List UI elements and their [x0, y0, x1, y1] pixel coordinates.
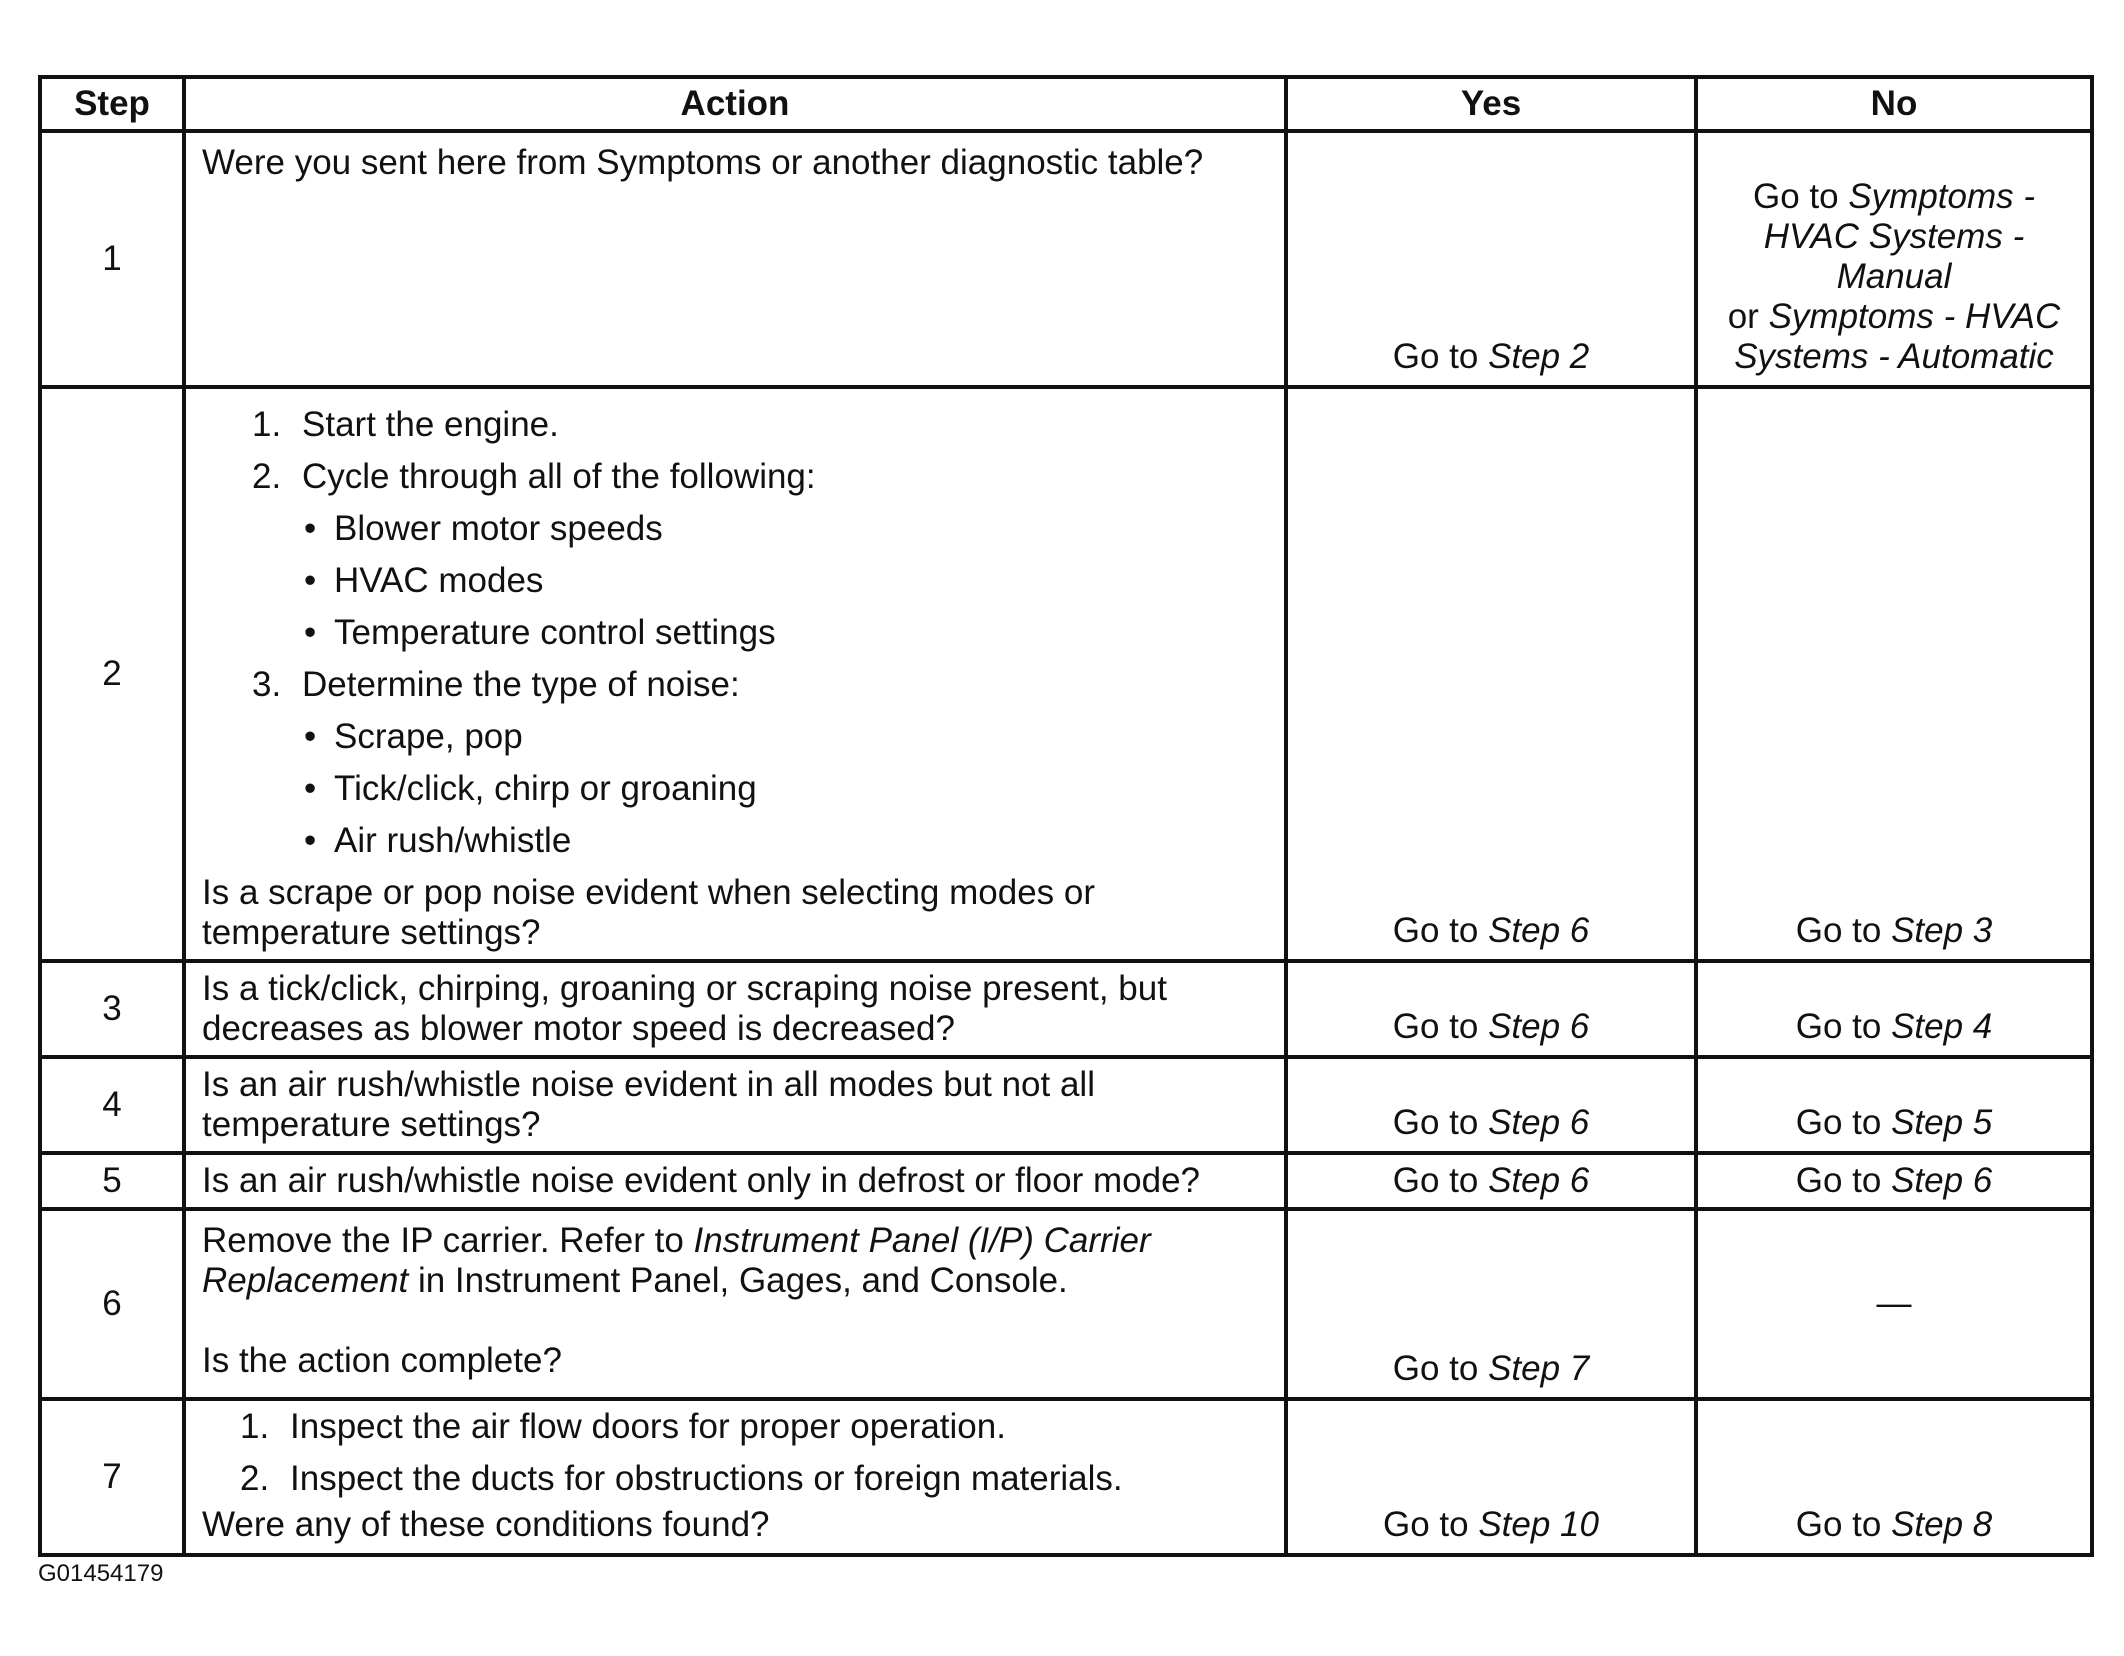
numbered-item — [202, 1401, 1268, 1453]
item-text: Inspect the ducts for obstructions or foreign materials. — [290, 1459, 1123, 1498]
action-cell — [184, 131, 1286, 387]
bullet-glyph: • — [304, 717, 317, 756]
no-target: Step 4 — [1891, 1007, 1993, 1046]
action-text-line — [202, 1261, 1268, 1301]
action-question: Is the action complete? — [202, 1341, 562, 1380]
action-question: Were you sent here from Symptoms or another diagnostic table? — [202, 143, 1204, 182]
no-prefix: Go to — [1795, 1007, 1892, 1046]
yes-target: Step 6 — [1488, 1161, 1590, 1200]
action-question: Is an air rush/whistle noise evident only in defrost or floor mode? — [202, 1161, 1201, 1200]
figure-id: G01454179 — [38, 1560, 164, 1587]
no-line — [1702, 217, 2086, 257]
header-row — [40, 77, 2092, 131]
step-number: 1 — [40, 131, 184, 387]
bullet-glyph: • — [304, 613, 317, 652]
table-row-step-5 — [40, 1153, 2092, 1209]
table-row-step-1 — [40, 131, 2092, 387]
yes-cell — [1286, 1399, 1696, 1555]
action-question-line: Is a tick/click, chirping, groaning or scraping noise present, but — [202, 969, 1167, 1008]
yes-prefix: Go to — [1392, 1103, 1489, 1142]
yes-target: Step 6 — [1488, 1007, 1590, 1046]
yes-cell — [1286, 1209, 1696, 1399]
header-action: Action — [184, 77, 1286, 131]
yes-prefix: Go to — [1392, 1161, 1489, 1200]
header-yes: Yes — [1286, 77, 1696, 131]
action-question-line: Is a scrape or pop noise evident when selecting modes or — [202, 873, 1096, 912]
action-question: Were any of these conditions found? — [202, 1505, 770, 1544]
item-text: Inspect the air flow doors for proper operation. — [290, 1407, 1006, 1446]
no-line-prefix: or — [1727, 297, 1769, 336]
action-question-line: Is an air rush/whistle noise evident in all modes but not all — [202, 1065, 1095, 1104]
no-line — [1702, 297, 2086, 337]
item-number: 2. — [252, 457, 282, 496]
yes-prefix: Go to — [1392, 1007, 1489, 1046]
yes-cell — [1286, 1057, 1696, 1153]
action-question-line: decreases as blower motor speed is decreased? — [202, 1009, 955, 1048]
numbered-item — [202, 399, 1268, 451]
reference-title: Replacement — [202, 1261, 409, 1300]
no-target: Step 5 — [1891, 1103, 1993, 1142]
yes-target: Step 7 — [1488, 1349, 1590, 1388]
bullet-item — [202, 607, 1268, 659]
item-number: 3. — [252, 665, 282, 704]
action-text: Remove the IP carrier. Refer to — [202, 1221, 694, 1260]
item-number: 1. — [252, 405, 282, 444]
action-cell — [184, 1209, 1286, 1399]
no-line — [1702, 177, 2086, 217]
no-cell — [1696, 1209, 2092, 1399]
action-cell — [184, 387, 1286, 961]
item-text: HVAC modes — [334, 561, 544, 600]
header-no: No — [1696, 77, 2092, 131]
yes-cell — [1286, 387, 1696, 961]
yes-prefix: Go to — [1392, 911, 1489, 950]
yes-prefix: Go to — [1392, 337, 1489, 376]
step-number: 3 — [40, 961, 184, 1057]
bullet-glyph: • — [304, 769, 317, 808]
step-number: 6 — [40, 1209, 184, 1399]
no-line — [1702, 257, 2086, 297]
item-text: Scrape, pop — [334, 717, 523, 756]
no-line-target: Symptoms - HVAC — [1768, 297, 2061, 336]
no-cell — [1696, 961, 2092, 1057]
yes-prefix: Go to — [1383, 1505, 1479, 1544]
table-row-step-3 — [40, 961, 2092, 1057]
no-dash: — — [1876, 1284, 1912, 1323]
numbered-item — [202, 659, 1268, 711]
yes-cell — [1286, 1153, 1696, 1209]
yes-target: Step 10 — [1478, 1505, 1599, 1544]
table-row-step-6 — [40, 1209, 2092, 1399]
numbered-item — [202, 1453, 1268, 1505]
bullet-glyph: • — [304, 821, 317, 860]
reference-title: Instrument Panel (I/P) Carrier — [693, 1221, 1151, 1260]
no-cell — [1696, 1057, 2092, 1153]
yes-cell — [1286, 961, 1696, 1057]
item-text: Cycle through all of the following: — [302, 457, 816, 496]
item-text: Blower motor speeds — [334, 509, 663, 548]
no-line — [1702, 337, 2086, 377]
bullet-glyph: • — [304, 509, 317, 548]
no-target: Step 6 — [1891, 1161, 1993, 1200]
yes-target: Step 6 — [1488, 911, 1590, 950]
item-text: Air rush/whistle — [334, 821, 572, 860]
spacer — [202, 1301, 1268, 1341]
item-text: Start the engine. — [302, 405, 559, 444]
action-text-line — [202, 1221, 1268, 1261]
bullet-item — [202, 711, 1268, 763]
action-cell — [184, 1399, 1286, 1555]
no-cell — [1696, 131, 2092, 387]
no-prefix: Go to — [1795, 1161, 1892, 1200]
bullet-item — [202, 555, 1268, 607]
no-line-target: Systems - Automatic — [1734, 337, 2054, 376]
no-prefix: Go to — [1795, 1103, 1892, 1142]
item-number: 1. — [240, 1407, 270, 1446]
step-number: 4 — [40, 1057, 184, 1153]
no-line-target: HVAC Systems - — [1763, 217, 2025, 256]
action-text: in Instrument Panel, Gages, and Console. — [408, 1261, 1068, 1300]
numbered-item — [202, 451, 1268, 503]
yes-cell — [1286, 131, 1696, 387]
no-prefix: Go to — [1795, 911, 1892, 950]
action-cell — [184, 1057, 1286, 1153]
no-cell — [1696, 1153, 2092, 1209]
diagnostic-table — [38, 75, 2094, 1557]
no-line-target: Manual — [1836, 257, 1952, 296]
item-text: Determine the type of noise: — [302, 665, 740, 704]
action-cell — [184, 961, 1286, 1057]
table-row-step-4 — [40, 1057, 2092, 1153]
no-target: Step 8 — [1891, 1505, 1993, 1544]
action-cell — [184, 1153, 1286, 1209]
no-line-prefix: Go to — [1752, 177, 1849, 216]
bullet-item — [202, 503, 1268, 555]
table-row-step-7 — [40, 1399, 2092, 1555]
no-line-target: Symptoms - — [1848, 177, 2036, 216]
item-text: Tick/click, chirp or groaning — [334, 769, 757, 808]
action-question-line: temperature settings? — [202, 1105, 541, 1144]
bullet-item — [202, 763, 1268, 815]
yes-target: Step 6 — [1488, 1103, 1590, 1142]
table-row-step-2 — [40, 387, 2092, 961]
item-text: Temperature control settings — [334, 613, 776, 652]
yes-prefix: Go to — [1392, 1349, 1489, 1388]
no-cell — [1696, 1399, 2092, 1555]
no-cell — [1696, 387, 2092, 961]
step-number: 5 — [40, 1153, 184, 1209]
step-number: 7 — [40, 1399, 184, 1555]
bullet-item — [202, 815, 1268, 867]
bullet-glyph: • — [304, 561, 317, 600]
no-target: Step 3 — [1891, 911, 1993, 950]
no-prefix: Go to — [1795, 1505, 1892, 1544]
item-number: 2. — [240, 1459, 270, 1498]
action-question-line: temperature settings? — [202, 913, 541, 952]
yes-target: Step 2 — [1488, 337, 1590, 376]
step-number: 2 — [40, 387, 184, 961]
header-step: Step — [40, 77, 184, 131]
